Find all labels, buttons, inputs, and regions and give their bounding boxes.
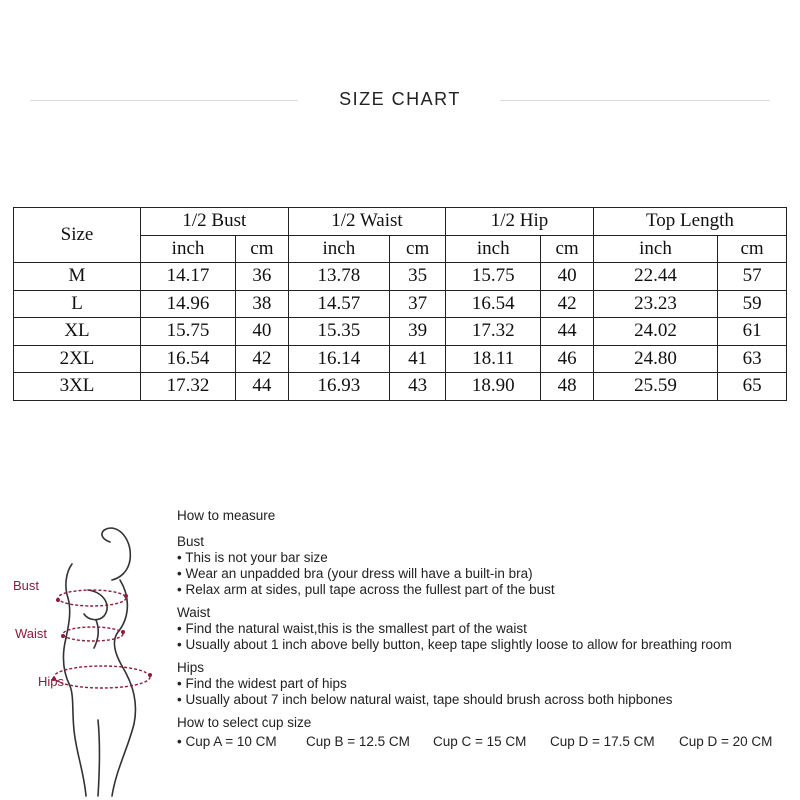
value-cell: 36 [236,263,289,291]
value-cell: 40 [541,263,594,291]
table-row [14,345,787,373]
title-divider-left [30,100,298,101]
value-cell: 35 [390,263,446,291]
value-cell: 15.75 [446,263,541,291]
size-cell: L [14,290,141,318]
waist-item: • Find the natural waist,this is the smallest part of the waist [177,621,527,636]
value-cell: 38 [236,290,289,318]
value-cell: 44 [541,318,594,346]
value-cell: 16.93 [288,373,389,401]
value-cell: 14.57 [288,290,389,318]
value-cell: 57 [718,263,787,291]
value-cell: 22.44 [593,263,717,291]
group-header-waist: 1/2 Waist [288,208,446,236]
value-cell: 46 [541,345,594,373]
value-cell: 61 [718,318,787,346]
cup-item: • Cup A = 10 CM [177,734,277,749]
size-header: Size [14,208,141,263]
value-cell: 15.35 [288,318,389,346]
value-cell: 17.32 [141,373,236,401]
unit-header: cm [390,235,446,263]
hips-item: • Find the widest part of hips [177,676,347,691]
unit-header: inch [288,235,389,263]
value-cell: 14.17 [141,263,236,291]
cup-item: Cup C = 15 CM [433,734,527,749]
value-cell: 63 [718,345,787,373]
group-header-hip: 1/2 Hip [446,208,594,236]
unit-header: cm [236,235,289,263]
title-divider-right [500,100,770,101]
value-cell: 18.11 [446,345,541,373]
unit-header: inch [141,235,236,263]
unit-header: inch [446,235,541,263]
value-cell: 16.54 [446,290,541,318]
value-cell: 65 [718,373,787,401]
table-row [14,263,787,291]
unit-header: cm [718,235,787,263]
cup-heading: How to select cup size [177,715,312,730]
size-chart-table [13,207,787,401]
page-title: SIZE CHART [339,89,461,109]
bust-item: • This is not your bar size [177,550,328,565]
size-cell: M [14,263,141,291]
value-cell: 17.32 [446,318,541,346]
title-bar [0,86,800,116]
value-cell: 37 [390,290,446,318]
value-cell: 59 [718,290,787,318]
waist-label: Waist [15,626,48,641]
table-header-row [14,208,787,236]
value-cell: 25.59 [593,373,717,401]
value-cell: 48 [541,373,594,401]
measure-heading: How to measure [177,508,276,523]
value-cell: 14.96 [141,290,236,318]
value-cell: 40 [236,318,289,346]
value-cell: 41 [390,345,446,373]
bust-heading: Bust [177,534,205,549]
how-to-measure-section [177,508,772,750]
cup-item: Cup B = 12.5 CM [306,734,410,749]
value-cell: 23.23 [593,290,717,318]
value-cell: 16.14 [288,345,389,373]
value-cell: 15.75 [141,318,236,346]
value-cell: 42 [541,290,594,318]
cup-item: Cup D = 20 CM [679,734,773,749]
body-silhouette-icon [63,528,135,796]
value-cell: 24.80 [593,345,717,373]
body-measure-figure [0,520,180,800]
unit-header: cm [541,235,594,263]
size-cell: 2XL [14,345,141,373]
value-cell: 44 [236,373,289,401]
cup-size-list [177,734,772,750]
table-row [14,373,787,401]
waist-tape-icon [63,627,123,641]
size-cell: XL [14,318,141,346]
value-cell: 42 [236,345,289,373]
value-cell: 39 [390,318,446,346]
value-cell: 18.90 [446,373,541,401]
group-header-bust: 1/2 Bust [141,208,289,236]
unit-header: inch [593,235,717,263]
waist-heading: Waist [177,605,211,620]
bust-item: • Wear an unpadded bra (your dress will have a built-in bra) [177,566,533,581]
value-cell: 43 [390,373,446,401]
cup-item: Cup D = 17.5 CM [550,734,655,749]
table-row [14,318,787,346]
hips-item: • Usually about 7 inch below natural waist, tape should brush across both hipbones [177,692,673,707]
table-row [14,290,787,318]
value-cell: 16.54 [141,345,236,373]
hips-heading: Hips [177,660,205,675]
waist-item: • Usually about 1 inch above belly button, keep tape slightly loose to allow for breathing room [177,637,732,652]
value-cell: 13.78 [288,263,389,291]
bust-item: • Relax arm at sides, pull tape across the fullest part of the bust [177,582,555,597]
size-cell: 3XL [14,373,141,401]
value-cell: 24.02 [593,318,717,346]
bust-label: Bust [13,578,40,593]
group-header-top-length: Top Length [593,208,786,236]
hips-label: Hips [38,674,65,689]
hips-tape-icon [54,666,150,688]
